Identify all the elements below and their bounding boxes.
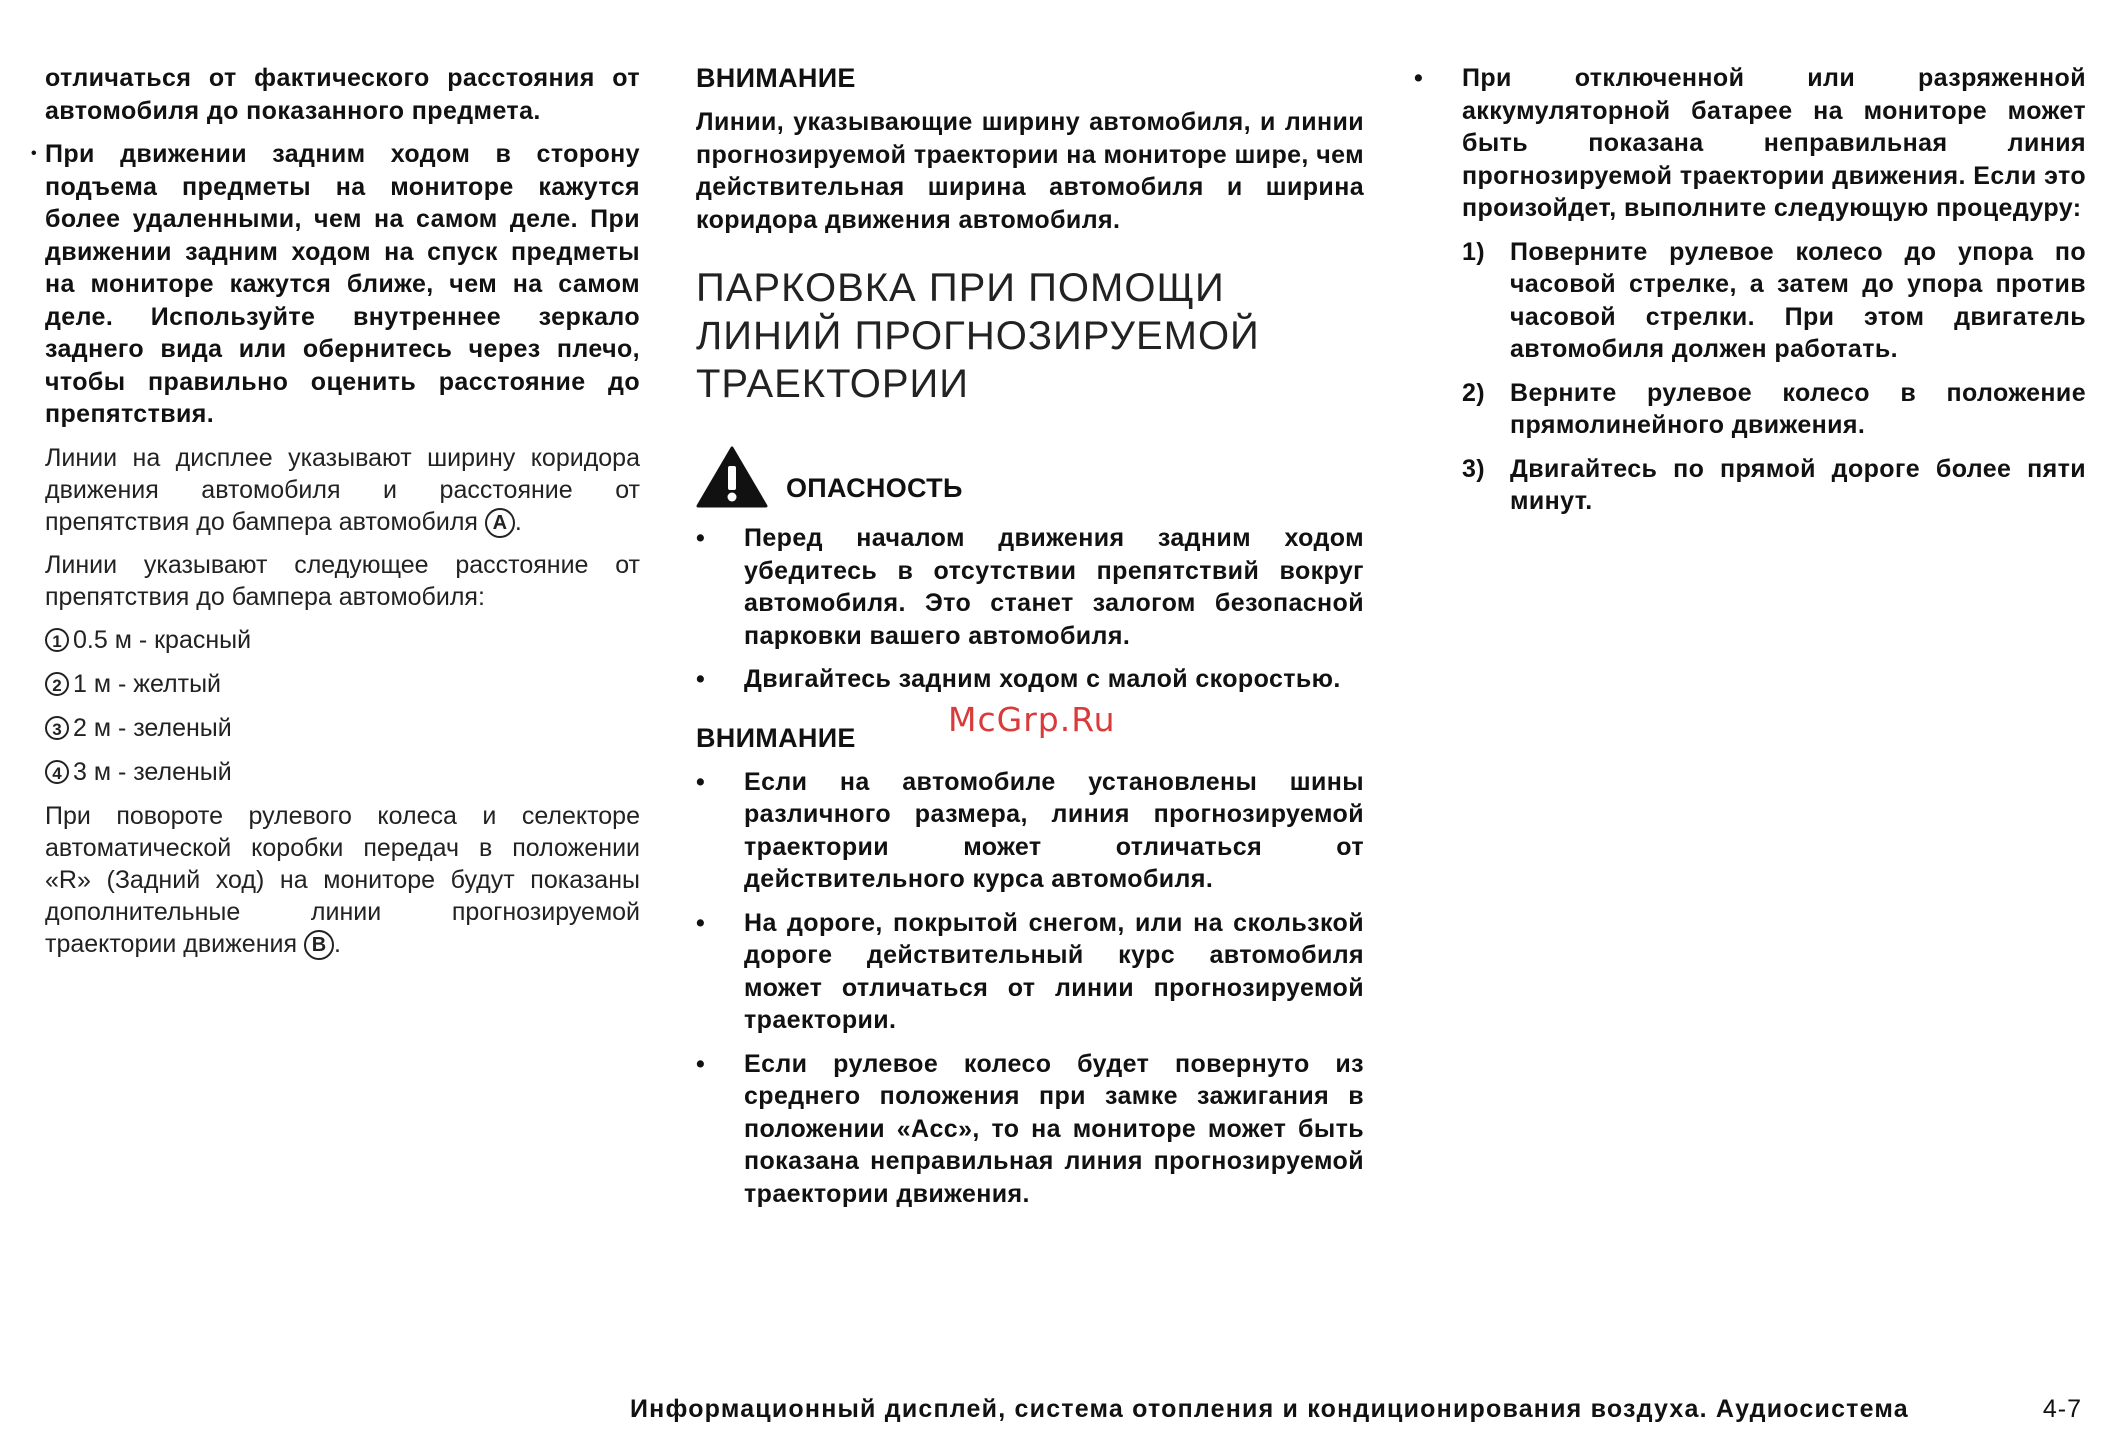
- legend-item: [45, 624, 640, 656]
- procedure-step: [1462, 236, 2086, 366]
- danger-bullet: • Перед началом движения задним ходом убедитесь в отсутствии препятствий вокруг автомобиля. Это станет залогом безопасной парковки вашего автомобиля.: [696, 522, 1364, 652]
- footer-text: Информационный дисплей, система отопления и кондиционирования воздуха. Аудиосистема: [630, 1395, 1909, 1423]
- step-number: 1): [1462, 237, 1486, 266]
- step-number: 3): [1462, 454, 1486, 483]
- legend-number-icon: 3: [45, 716, 69, 740]
- paragraph-continuation: отличаться от фактического расстояния от автомобиля до показанного предмета.: [45, 64, 640, 125]
- paragraph-lines-info-text: Линии на дисплее указывают ширину коридора движения автомобиля и расстояние от препятствия до бампера автомобиля: [45, 443, 640, 536]
- legend-text: 2 м - зеленый: [73, 713, 232, 742]
- legend-number-icon: 2: [45, 672, 69, 696]
- procedure-step: [1462, 377, 2086, 442]
- paragraph-lines-info-end: .: [514, 507, 522, 536]
- step-number: 2): [1462, 378, 1486, 407]
- section-title: ПАРКОВКА ПРИ ПОМОЩИ ЛИНИЙ ПРОГНОЗИРУЕМОЙ ТРАЕКТОРИИ: [696, 266, 1260, 406]
- paragraph-predicted-lines-text: При повороте рулевого колеса и селекторе автоматической коробки передач в положении «R» (Задний ход) на мониторе будут показаны дополнительные линии прогнозируемой траектории движения: [45, 801, 640, 958]
- legend-text: 3 м - зеленый: [73, 757, 232, 786]
- warning-triangle-icon: [696, 446, 768, 508]
- column-right: [1414, 62, 2086, 529]
- bullet-slope-warning: • При движении задним ходом в сторону подъема предметы на мониторе кажутся более удаленными, чем на самом деле. При движении задним ходом на спуск предметы на мониторе кажутся ближе, чем на самом деле. Используйте внутреннее зеркало заднего вида или обернитесь через плечо, чтобы правильно оценить расстояние до препятствия.: [45, 138, 640, 431]
- column-middle: [696, 62, 1364, 1221]
- legend-text: 1 м - желтый: [73, 669, 222, 698]
- legend-item: [45, 756, 640, 788]
- watermark: McGrp.Ru: [948, 700, 1116, 739]
- page-footer: [630, 1395, 2080, 1424]
- step-text: Верните рулевое колесо в положение прямолинейного движения.: [1510, 378, 2086, 439]
- danger-label: ОПАСНОСТЬ: [786, 472, 963, 503]
- caution-text: Линии, указывающие ширину автомобиля, и линии прогнозируемой траектории на мониторе шире, чем действительная ширина автомобиля и ширина коридора движения автомобиля.: [696, 108, 1364, 234]
- legend-item: [45, 668, 640, 700]
- danger-header: [696, 446, 1364, 508]
- marker-b-icon: B: [304, 930, 334, 960]
- paragraph-predicted-lines-end: .: [333, 929, 341, 958]
- battery-bullet: • При отключенной или разряженной аккумуляторной батарее на мониторе может быть показана неправильная линия прогнозируемой траектории движения. Если это произойдет, выполните следующую процедуру:: [1414, 62, 2086, 225]
- danger-bullet: • Двигайтесь задним ходом с малой скоростью.: [696, 663, 1364, 696]
- procedure-step: [1462, 453, 2086, 518]
- step-text: Двигайтесь по прямой дороге более пяти минут.: [1510, 454, 2086, 515]
- legend-number-icon: 4: [45, 760, 69, 784]
- step-text: Поверните рулевое колесо до упора по часовой стрелке, а затем до упора против часовой стрелки. При этом двигатель автомобиля должен работать.: [1510, 237, 2086, 363]
- caution-bullet: • Если на автомобиле установлены шины различного размера, линия прогнозируемой траектории может отличаться от действительного курса автомобиля.: [696, 766, 1364, 896]
- caution-heading-2: ВНИМАНИЕ: [696, 722, 856, 753]
- column-left: [45, 62, 640, 971]
- paragraph-distance-intro: Линии указывают следующее расстояние от препятствия до бампера автомобиля:: [45, 550, 640, 611]
- marker-a-icon: A: [485, 508, 515, 538]
- caution-bullet: • Если рулевое колесо будет повернуто из среднего положения при замке зажигания в положении «Acc», то на мониторе может быть показана неправильная линия прогнозируемой траектории движения.: [696, 1048, 1364, 1211]
- legend-number-icon: 1: [45, 628, 69, 652]
- caution-heading: ВНИМАНИЕ: [696, 63, 856, 93]
- caution-bullet: • На дороге, покрытой снегом, или на скользкой дороге действительный курс автомобиля может отличаться от линии прогнозируемой траектории.: [696, 907, 1364, 1037]
- paragraph-lines-info: [45, 442, 640, 538]
- legend-text: 0.5 м - красный: [73, 625, 252, 654]
- legend-item: [45, 712, 640, 744]
- paragraph-predicted-lines: [45, 800, 640, 960]
- page-number: 4-7: [2042, 1395, 2082, 1423]
